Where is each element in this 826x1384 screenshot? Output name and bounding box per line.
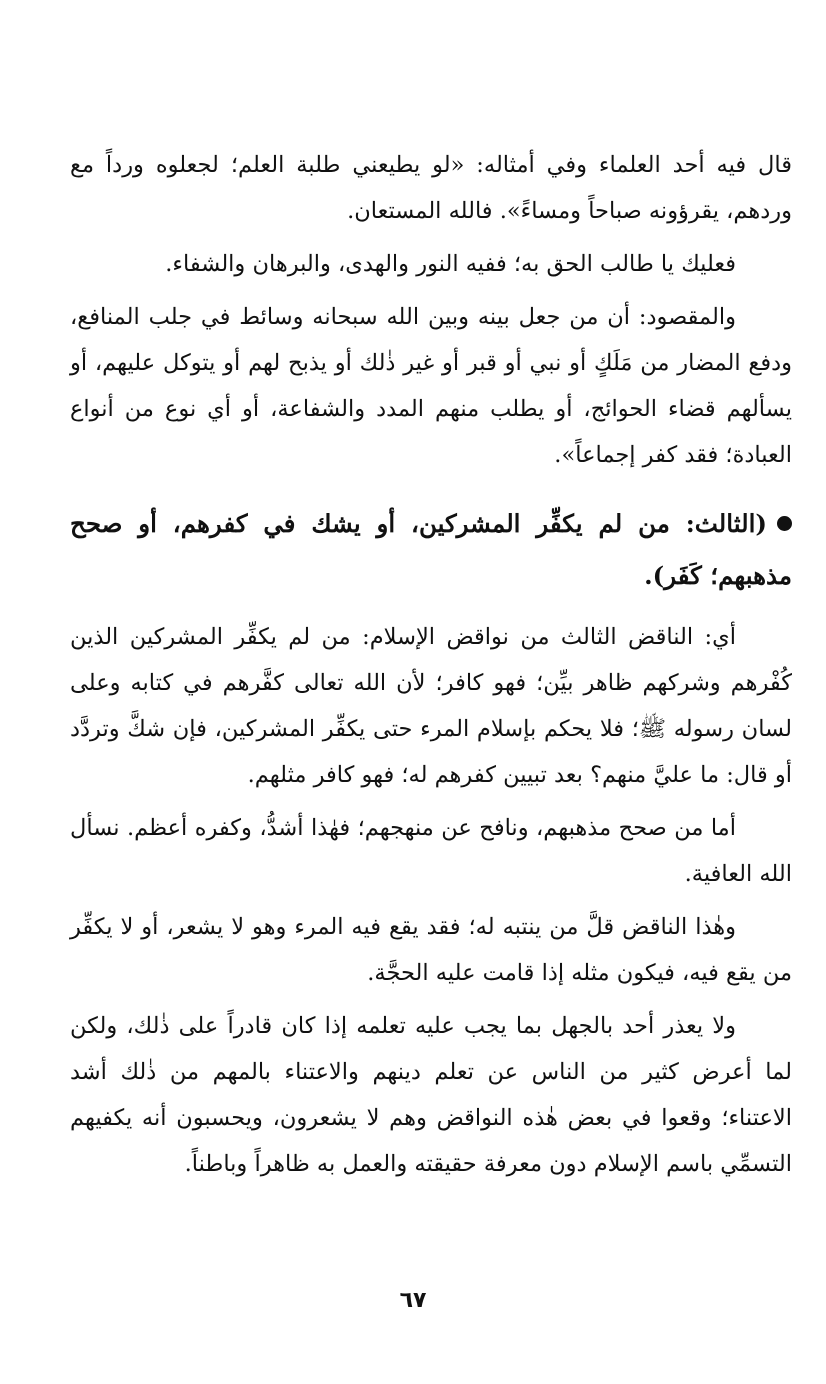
paragraph-endorsement: أما من صحح مذهبهم، ونافح عن منهجهم؛ فهٰذا أشدُّ، وكفره أعظم. نسأل الله العافية.	[70, 815, 792, 887]
paragraph-intention: والمقصود: أن من جعل بينه وبين الله سبحانه وسائط في جلب المنافع، ودفع المضار من مَلَكٍ أو نبي أو قبر أو غير ذٰلك أو يذبح لهم أو يتوكل عليهم، أو يسألهم قضاء الحوائج، أو يطلب منهم المدد والشفاعة، أو أي نوع من أنواع العبادة؛ فقد كفر إجماعاً».	[70, 304, 792, 468]
section-heading-text: (الثالث: من لم يكفِّر المشركين، أو يشك في كفرهم، أو صحح مذهبهم؛ كَفَر).	[70, 509, 792, 590]
section-heading-third	[70, 498, 792, 602]
paragraph-explanation: أي: الناقض الثالث من نواقض الإسلام: من لم يكفِّر المشركين الذين كُفْرهم وشركهم ظاهر بيِّن؛ فهو كافر؛ لأن الله تعالى كفَّرهم في كتابه وعلى لسان رسوله ﷺ؛ فلا يحكم بإسلام المرء حتى يكفِّر المشركين، فإن شكَّ وتردَّد أو قال: ما عليَّ منهم؟ بعد تبيين كفرهم له؛ فهو كافر مثلهم.	[70, 624, 792, 788]
paragraph-awareness: وهٰذا الناقض قلَّ من ينتبه له؛ فقد يقع فيه المرء وهو لا يشعر، أو لا يكفِّر من يقع فيه، فيكون مثله إذا قامت عليه الحجَّة.	[70, 914, 792, 986]
page-number: ٦٧	[399, 1288, 427, 1313]
paragraph-exhortation: فعليك يا طالب الحق به؛ ففيه النور والهدى، والبرهان والشفاء.	[165, 251, 736, 277]
page-body	[70, 142, 792, 1187]
paragraph-quote: قال فيه أحد العلماء وفي أمثاله: «لو يطيعني طلبة العلم؛ لجعلوه ورداً مع وردهم، يقرؤونه صباحاً ومساءً». فالله المستعان.	[70, 152, 792, 224]
paragraph-ignorance: ولا يعذر أحد بالجهل بما يجب عليه تعلمه إذا كان قادراً على ذٰلك، ولكن لما أعرض كثير من الناس عن تعلم دينهم والاعتناء بالمهم من ذٰلك أشد الاعتناء؛ وقعوا في بعض هٰذه النواقض وهم لا يشعرون، ويحسبون أنه يكفيهم التسمِّي باسم الإسلام دون معرفة حقيقته والعمل به ظاهراً وباطناً.	[70, 1013, 792, 1177]
bullet-icon	[777, 516, 792, 531]
